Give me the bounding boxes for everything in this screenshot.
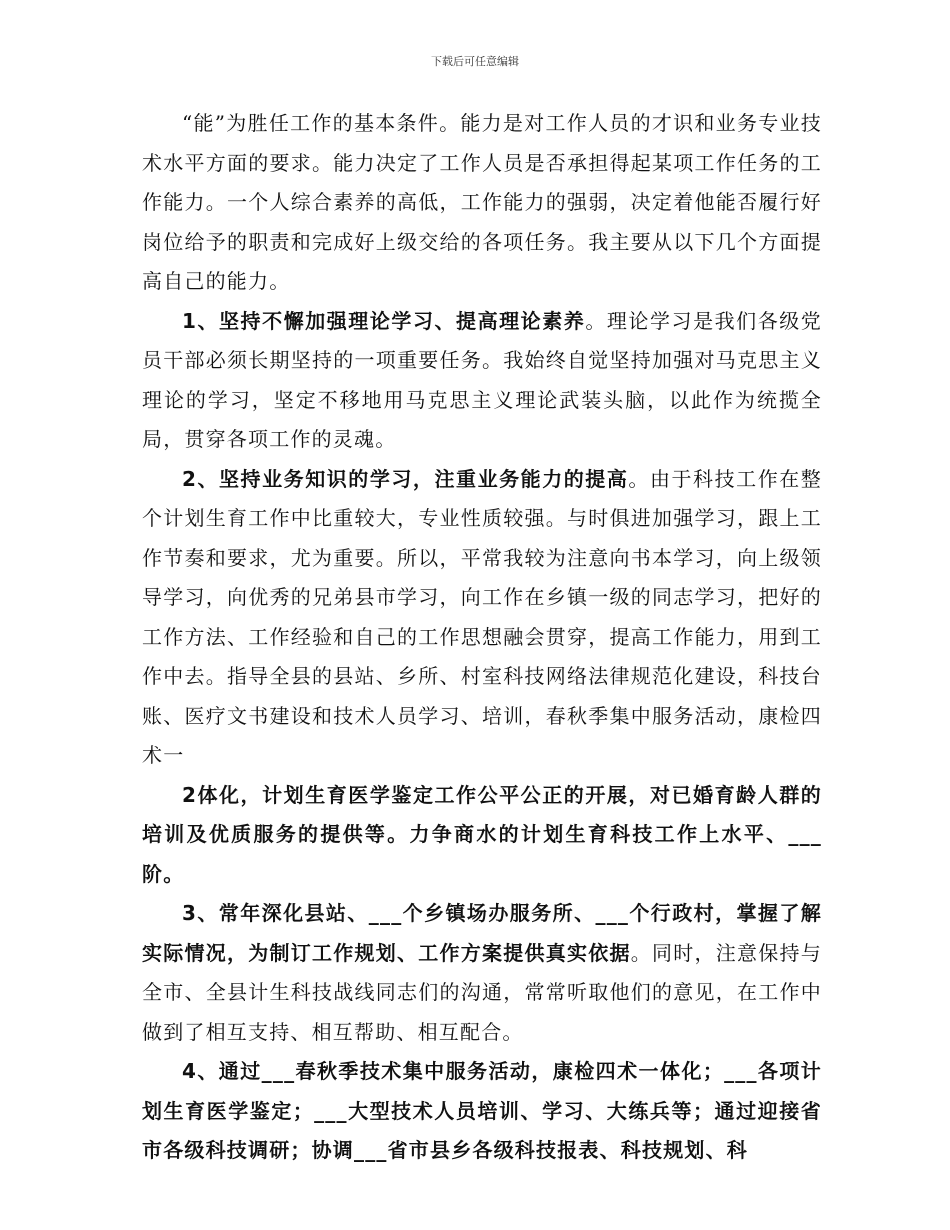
paragraph-item-4 bbox=[142, 1052, 822, 1171]
paragraph-text: 。理论学习是我们各级党员干部必须长期坚持的一项重要任务。我始终自觉坚持加强对马克思主义理论的学习，坚定不移地用马克思主义理论武装头脑，以此作为统揽全局，贯穿各项工作的灵魂。 bbox=[142, 308, 823, 451]
paragraph-intro bbox=[142, 104, 822, 302]
paragraph-item-2 bbox=[142, 460, 822, 776]
page-header: 下载后可任意编辑 bbox=[431, 55, 519, 68]
paragraph-item-3 bbox=[142, 894, 822, 1052]
paragraph-lead: 2体化，计划生育医学鉴定工作公平公正的开展，对已婚育龄人群的培训及优质服务的提供等。力争商水的计划生育科技工作上水平、___阶。 bbox=[142, 782, 822, 886]
document-body bbox=[142, 104, 822, 1171]
paragraph-lead: 4、通过___春秋季技术集中服务活动，康检四术一体化；___各项计划生育医学鉴定；___大型技术人员培训、学习、大练兵等；通过迎接省市各级科技调研；协调___省市县乡各级科技报表、科技规划、科 bbox=[142, 1059, 822, 1162]
paragraph-text: “能”为胜任工作的基本条件。能力是对工作人员的才识和业务专业技术水平方面的要求。能力决定了工作人员是否承担得起某项工作任务的工作能力。一个人综合素养的高低，工作能力的强弱，决定着他能否履行好岗位给予的职责和完成好上级交给的各项任务。我主要从以下几个方面提高自己的能力。 bbox=[142, 111, 822, 293]
paragraph-text: 。同时，注意保持与全市、全县计生科技战线同志们的沟通，常常听取他们的意见，在工作中做到了相互支持、相互帮助、相互配合。 bbox=[142, 940, 822, 1044]
paragraph-lead: 1、坚持不懈加强理论学习、提高理论素养 bbox=[182, 308, 586, 333]
paragraph-item-1 bbox=[142, 302, 822, 460]
paragraph-text: 。由于科技工作在整个计划生育工作中比重较大，专业性质较强。与时俱进加强学习，跟上工作节奏和要求，尤为重要。所以，平常我较为注意向书本学习，向上级领导学习，向优秀的兄弟县市学习，向工作在乡镇一级的同志学习，把好的工作方法、工作经验和自己的工作思想融会贯穿，提高工作能力，用到工作中去。指导全县的县站、乡所、村室科技网络法律规范化建设，科技台账、医疗文书建设和技术人员学习、培训，春秋季集中服务活动，康检四术一 bbox=[142, 466, 822, 767]
paragraph-lead: 2、坚持业务知识的学习，注重业务能力的提高 bbox=[182, 466, 629, 491]
paragraph-lead: 3、常年深化县站、___个乡镇场办服务所、___个行政村，掌握了解实际情况，为制订工作规划、工作方案提供真实依据 bbox=[142, 901, 822, 965]
paragraph-item-2-continued bbox=[142, 776, 822, 895]
